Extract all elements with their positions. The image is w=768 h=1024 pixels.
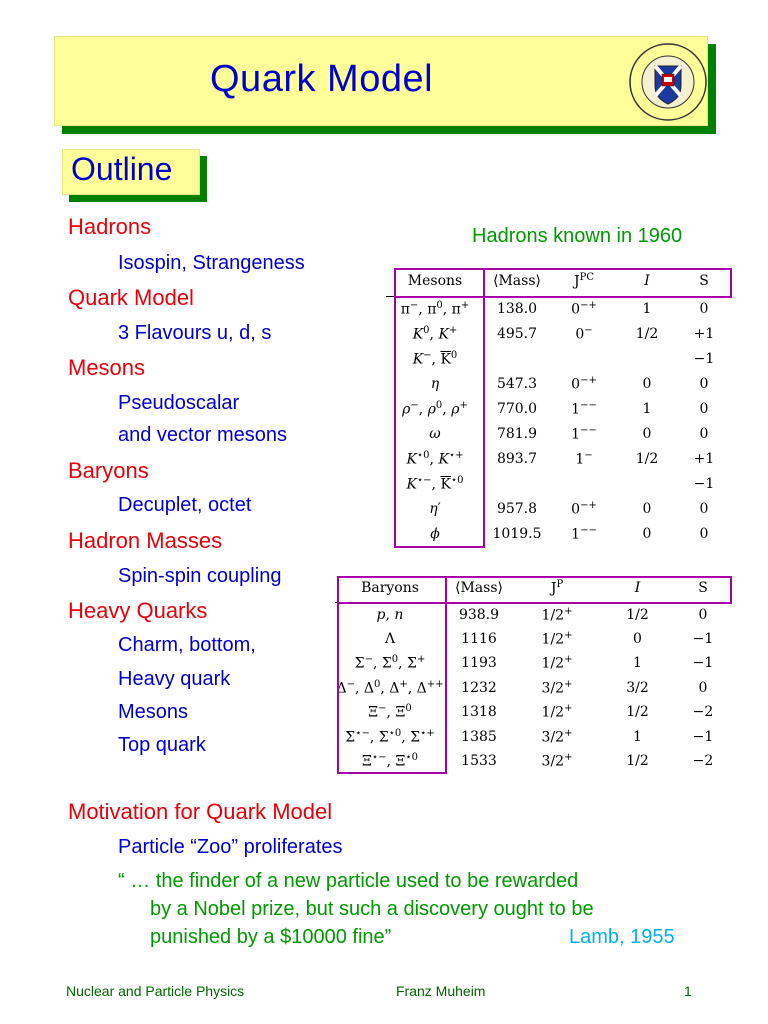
mesons-column-highlight (394, 268, 485, 548)
motivation-sub: Particle “Zoo” proliferates (118, 836, 343, 858)
mesons-cell: −1 (693, 475, 715, 492)
baryons-cell: 3/2+ (541, 752, 573, 771)
mesons-header-2: $J^{PC}$ (573, 271, 594, 290)
mesons-cell: 957.8 (496, 500, 538, 517)
mesons-cell: 1−− (571, 399, 597, 418)
baryons-cell: −1 (692, 630, 714, 647)
baryons-cell: 1/2+ (541, 654, 573, 673)
mesons-cell: 0 (699, 425, 709, 442)
heading-baryons: Baryons (68, 458, 149, 483)
baryons-header-0: Baryons (361, 579, 419, 596)
mesons-cell: 1−− (571, 424, 597, 443)
quote-line-3: punished by a $10000 fine” (150, 926, 392, 948)
mesons-cell: $K^0$, K+ (412, 324, 458, 343)
baryons-cell: 1232 (461, 679, 497, 696)
sub-spin-spin: Spin-spin coupling (118, 565, 282, 587)
mesons-cell (618, 471, 676, 496)
baryons-cell: −1 (692, 728, 714, 745)
baryons-header-highlight (337, 576, 732, 604)
outline-label: Outline (71, 151, 173, 187)
mesons-cell: 0−+ (571, 499, 597, 518)
baryons-cell: 1/2 (626, 606, 649, 623)
mesons-header-highlight (394, 268, 732, 298)
mesons-cell: 0− (575, 324, 593, 343)
heading-quark-model: Quark Model (68, 285, 194, 310)
mesons-cell: η (430, 375, 440, 392)
mesons-cell: $K^{⋆0}$, K⋆+ (406, 449, 464, 468)
mesons-cell: 1/2 (635, 450, 659, 467)
footer-page-number: 1 (684, 983, 692, 999)
mesons-header-1: ⟨Mass⟩ (493, 272, 541, 289)
baryons-header-3: I (634, 579, 641, 596)
mesons-cell (618, 346, 676, 371)
heading-hadrons: Hadrons (68, 214, 152, 239)
mesons-cell: −1 (693, 350, 715, 367)
baryons-cell: Ξ−, $\Xi^0$ (368, 703, 412, 722)
mesons-cell: 0 (642, 375, 652, 392)
baryons-cell: −2 (692, 753, 714, 770)
mesons-cell: 0 (699, 500, 709, 517)
sub-vector-mesons: and vector mesons (118, 424, 287, 446)
mesons-cell: 0 (699, 300, 709, 317)
mesons-cell: K⋆−, $\overline{K}^{⋆0}$ (406, 474, 464, 493)
mesons-cell: 0−+ (571, 374, 597, 393)
baryons-cell: 0 (698, 679, 708, 696)
sub-charm-bottom: Charm, bottom, (118, 634, 256, 656)
mesons-cell: K−, $\overline{K}^0$ (412, 349, 458, 368)
quote-line-2: by a Nobel prize, but such a discovery ought to be (150, 898, 594, 920)
heading-heavy-quarks: Heavy Quarks (68, 598, 208, 623)
baryons-cell: 1/2 (626, 753, 649, 770)
mesons-cell: 1019.5 (492, 525, 542, 542)
mesons-cell: η′ (429, 500, 441, 517)
baryons-cell: −1 (692, 655, 714, 672)
mesons-cell: 495.7 (496, 325, 538, 342)
baryons-cell: Ξ⋆−, $\Xi^{⋆0}$ (362, 752, 418, 771)
baryons-header-2: $J^P$ (550, 578, 564, 597)
baryons-cell: 1/2+ (541, 629, 573, 648)
baryons-cell: Δ−, $\Delta^0$, Δ+, Δ++ (336, 678, 444, 697)
baryons-cell: 1116 (461, 630, 497, 647)
baryons-cell: 0 (633, 630, 642, 647)
baryons-column-highlight (337, 576, 447, 774)
baryons-cell: 1/2+ (541, 703, 573, 722)
baryons-cell: 938.9 (458, 606, 500, 623)
mesons-cell: 0 (642, 500, 652, 517)
baryons-cell: 1193 (461, 655, 497, 672)
mesons-cell (550, 471, 618, 496)
mesons-cell: 547.3 (496, 375, 538, 392)
baryons-cell: 0 (698, 606, 708, 623)
baryons-cell: 3/2+ (541, 678, 573, 697)
footer-author: Franz Muheim (396, 983, 486, 999)
mesons-cell: +1 (693, 325, 715, 342)
baryons-header-4: S (698, 579, 708, 596)
sub-isospin: Isospin, Strangeness (118, 252, 305, 274)
mesons-cell: 781.9 (496, 425, 538, 442)
baryons-cell: 1 (633, 728, 642, 745)
sub-top-quark: Top quark (118, 734, 206, 756)
mesons-cell: ρ−, $\rho^0$, ρ+ (402, 399, 468, 418)
mesons-cell: 0 (699, 375, 709, 392)
motivation-heading: Motivation for Quark Model (68, 799, 333, 824)
mesons-header-0: Mesons (407, 272, 463, 289)
mesons-header-3: I (644, 272, 650, 289)
mesons-cell: ω (429, 425, 441, 442)
sub-decuplet: Decuplet, octet (118, 494, 252, 516)
mesons-cell: +1 (693, 450, 715, 467)
mesons-cell: 770.0 (496, 400, 538, 417)
mesons-cell: 1− (575, 449, 593, 468)
baryons-cell: Λ (384, 630, 396, 647)
baryons-cell: 3/2+ (541, 727, 573, 746)
mesons-cell: 0−+ (571, 299, 597, 318)
baryons-header-1: ⟨Mass⟩ (455, 579, 503, 596)
baryons-cell: p, n (376, 606, 404, 623)
quote-line-1: “ … the finder of a new particle used to be rewarded (118, 870, 579, 892)
mesons-cell: 138.0 (496, 300, 538, 317)
mesons-cell (484, 471, 550, 496)
baryons-cell: 1533 (461, 753, 497, 770)
mesons-header-4: S (699, 272, 709, 289)
baryons-cell: 3/2 (626, 679, 649, 696)
baryons-cell: Σ⋆−, $\Sigma^{⋆0}$, Σ⋆+ (345, 727, 435, 746)
mesons-cell: π−, $\pi^0$, π+ (400, 299, 470, 318)
mesons-cell: 0 (699, 400, 709, 417)
mesons-cell: 1/2 (635, 325, 659, 342)
mesons-cell (484, 346, 550, 371)
sub-pseudoscalar: Pseudoscalar (118, 392, 240, 414)
heading-mesons: Mesons (68, 355, 146, 380)
mesons-cell: 1−− (571, 524, 597, 543)
baryons-cell: Σ−, $\Sigma^0$, Σ+ (354, 654, 426, 673)
baryons-cell: 1318 (461, 704, 497, 721)
mesons-cell: 1 (642, 400, 652, 417)
mesons-cell (550, 346, 618, 371)
baryons-cell: −2 (692, 704, 714, 721)
hadrons-caption: Hadrons known in 1960 (472, 225, 683, 247)
sub-flavours: 3 Flavours u, d, s (118, 322, 272, 344)
footer-course: Nuclear and Particle Physics (66, 983, 245, 999)
baryons-cell: 1385 (461, 728, 497, 745)
mesons-cell: 0 (699, 525, 709, 542)
mesons-cell: 0 (642, 525, 652, 542)
heading-hadron-masses: Hadron Masses (68, 528, 223, 553)
baryons-cell: 1 (633, 655, 642, 672)
baryons-cell: 1/2 (626, 704, 649, 721)
mesons-cell: 893.7 (496, 450, 538, 467)
baryons-cell: 1/2+ (541, 605, 573, 624)
mesons-cell: ϕ (430, 525, 440, 542)
university-crest-logo (628, 42, 708, 122)
mesons-cell: 1 (642, 300, 652, 317)
mesons-cell: 0 (642, 425, 652, 442)
sub-mesons-heavy: Mesons (118, 701, 189, 723)
sub-heavy-quark: Heavy quark (118, 668, 231, 690)
page-title: Quark Model (210, 58, 434, 100)
quote-attribution: Lamb, 1955 (569, 926, 675, 948)
